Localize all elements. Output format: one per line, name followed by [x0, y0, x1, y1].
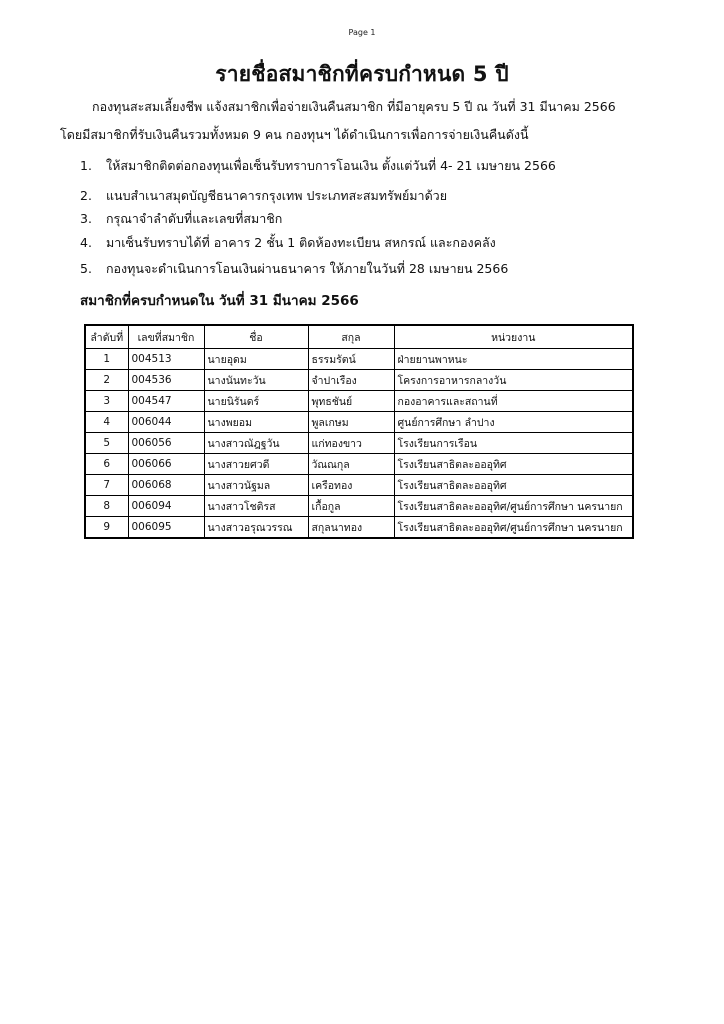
cell-member-id: 004547	[128, 391, 204, 412]
cell-member-id: 006095	[128, 517, 204, 539]
instruction-number: 3.	[80, 211, 92, 226]
cell-order: 1	[85, 349, 128, 370]
cell-last-name: พุทธชันย์	[308, 391, 394, 412]
cell-order: 6	[85, 454, 128, 475]
cell-order: 3	[85, 391, 128, 412]
instruction-number: 4.	[80, 235, 92, 250]
cell-first-name: นางสาวอรุณวรรณ	[204, 517, 308, 539]
cell-last-name: แก่ทองขาว	[308, 433, 394, 454]
cell-member-id: 004536	[128, 370, 204, 391]
cell-order: 7	[85, 475, 128, 496]
cell-last-name: ธรรมรัตน์	[308, 349, 394, 370]
instruction-text: กรุณาจำลำดับที่และเลขที่สมาชิก	[105, 211, 283, 226]
instruction-text: ให้สมาชิกติดต่อกองทุนเพื่อเซ็นรับทราบการโอนเงิน ตั้งแต่วันที่ 4- 21 เมษายน 2566	[105, 158, 556, 173]
cell-department: โครงการอาหารกลางวัน	[394, 370, 633, 391]
cell-first-name: นางสาวณัฎฐวัน	[204, 433, 308, 454]
cell-department: ฝ่ายยานพาหนะ	[394, 349, 633, 370]
instruction-item	[80, 186, 447, 206]
cell-last-name: เครือทอง	[308, 475, 394, 496]
cell-department: โรงเรียนสาธิตละอออุทิศ/ศูนย์การศึกษา นครนายก	[394, 517, 633, 539]
cell-order: 5	[85, 433, 128, 454]
cell-last-name: จำปาเรือง	[308, 370, 394, 391]
cell-order: 4	[85, 412, 128, 433]
table-row	[85, 433, 633, 454]
cell-last-name: เกื้อกูล	[308, 496, 394, 517]
cell-department: โรงเรียนสาธิตละอออุทิศ	[394, 475, 633, 496]
cell-first-name: นางสาวนัฐมล	[204, 475, 308, 496]
cell-order: 2	[85, 370, 128, 391]
section-subheading: สมาชิกที่ครบกำหนดใน วันที่ 31 มีนาคม 2566	[80, 293, 359, 309]
cell-last-name: วัณณกุล	[308, 454, 394, 475]
header-department: หน่วยงาน	[394, 325, 633, 349]
cell-member-id: 006044	[128, 412, 204, 433]
cell-member-id: 004513	[128, 349, 204, 370]
table-row	[85, 496, 633, 517]
cell-department: โรงเรียนการเรือน	[394, 433, 633, 454]
cell-first-name: นางสาวยศวดี	[204, 454, 308, 475]
table-row	[85, 454, 633, 475]
cell-first-name: นายนิรันดร์	[204, 391, 308, 412]
cell-order: 8	[85, 496, 128, 517]
instruction-text: แนบสำเนาสมุดบัญชีธนาคารกรุงเทพ ประเภทสะสมทรัพย์มาด้วย	[105, 188, 448, 203]
cell-order: 9	[85, 517, 128, 539]
table-row	[85, 475, 633, 496]
instruction-number: 2.	[80, 188, 92, 203]
cell-member-id: 006056	[128, 433, 204, 454]
instruction-text: มาเซ็นรับทราบได้ที่ อาคาร 2 ชั้น 1 ติดห้องทะเบียน สหกรณ์ และกองคลัง	[105, 235, 496, 250]
table-header-row	[85, 325, 633, 349]
instruction-text: กองทุนจะดำเนินการโอนเงินผ่านธนาคาร ให้ภายในวันที่ 28 เมษายน 2566	[105, 261, 509, 276]
header-member-id: เลขที่สมาชิก	[128, 325, 204, 349]
cell-department: โรงเรียนสาธิตละอออุทิศ/ศูนย์การศึกษา นครนายก	[394, 496, 633, 517]
header-first-name: ชื่อ	[204, 325, 308, 349]
cell-first-name: นางพยอม	[204, 412, 308, 433]
cell-last-name: พูลเกษม	[308, 412, 394, 433]
instruction-number: 5.	[80, 261, 92, 276]
cell-first-name: นางสาวโชติรส	[204, 496, 308, 517]
table-row	[85, 412, 633, 433]
intro-line-2: โดยมีสมาชิกที่รับเงินคืนรวมทั้งหมด 9 คน กองทุนฯ ได้ดำเนินการเพื่อการจ่ายเงินคืนดังนี้	[60, 127, 529, 142]
instruction-number: 1.	[80, 158, 92, 173]
table-row	[85, 391, 633, 412]
cell-last-name: สกุลนาทอง	[308, 517, 394, 539]
cell-department: โรงเรียนสาธิตละอออุทิศ	[394, 454, 633, 475]
header-last-name: สกุล	[308, 325, 394, 349]
intro-line-1: กองทุนสะสมเลี้ยงชีพ แจ้งสมาชิกเพื่อจ่ายเงินคืนสมาชิก ที่มีอายุครบ 5 ปี ณ วันที่ 31 มีนาคม 2566	[92, 99, 616, 114]
cell-first-name: นางนันทะวัน	[204, 370, 308, 391]
page-title: รายชื่อสมาชิกที่ครบกำหนด 5 ปี	[215, 62, 509, 86]
instruction-item	[80, 233, 496, 253]
header-order: ลำดับที่	[85, 325, 128, 349]
cell-department: ศูนย์การศึกษา ลำปาง	[394, 412, 633, 433]
cell-member-id: 006068	[128, 475, 204, 496]
instruction-item	[80, 156, 556, 176]
instruction-item	[80, 209, 282, 229]
members-table	[84, 324, 634, 539]
page-label: Page 1	[348, 28, 376, 37]
cell-first-name: นายอุดม	[204, 349, 308, 370]
instruction-item	[80, 259, 508, 279]
table-row	[85, 370, 633, 391]
cell-department: กองอาคารและสถานที่	[394, 391, 633, 412]
cell-member-id: 006094	[128, 496, 204, 517]
table-row	[85, 517, 633, 539]
cell-member-id: 006066	[128, 454, 204, 475]
table-row	[85, 349, 633, 370]
